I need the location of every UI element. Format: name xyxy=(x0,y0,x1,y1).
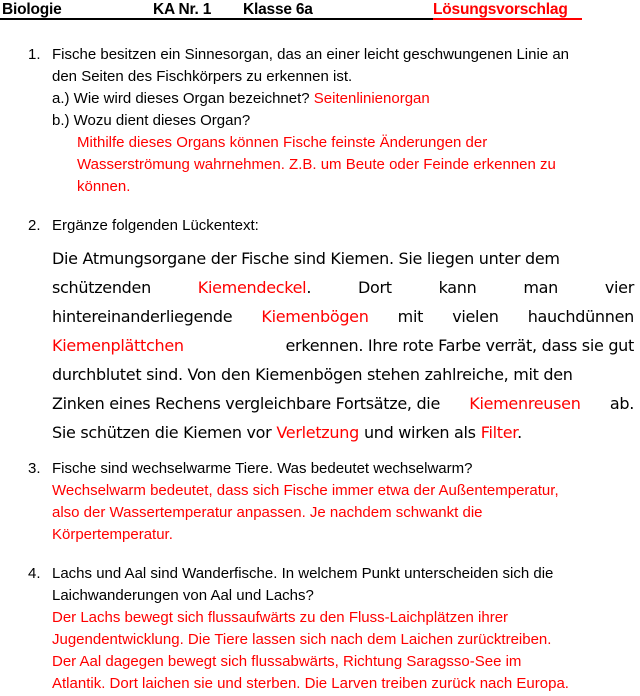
answer-text: Atlantik. Dort laichen sie und sterben. Die Larven treiben zurück nach Europa. xyxy=(52,675,569,692)
worksheet-header xyxy=(0,0,640,22)
cloze-answer: Kiemenplättchen xyxy=(52,336,184,355)
cloze-text-segment: hauchdünnen xyxy=(527,307,634,326)
cloze-line xyxy=(52,331,634,360)
cloze-text-segment: mit xyxy=(397,307,424,326)
cloze-line xyxy=(52,389,634,418)
cloze-answer: Filter xyxy=(480,423,518,442)
header-underline xyxy=(0,18,433,20)
cloze-text-segment: Die Atmungsorgane der Fische sind Kiemen. Sie liegen unter dem xyxy=(52,249,560,268)
cloze-line xyxy=(52,302,634,331)
answer-text: Wasserströmung wahrnehmen. Z.B. um Beute oder Feinde erkennen zu xyxy=(77,156,556,173)
question-number: 2. xyxy=(28,217,41,234)
subquestion-a xyxy=(52,88,632,110)
cloze-text-segment: man xyxy=(523,278,558,297)
question-text: Fische besitzen ein Sinnesorgan, das an einer leicht geschwungenen Linie an xyxy=(52,46,570,63)
cloze-answer: Kiemendeckel xyxy=(197,278,307,297)
cloze-text xyxy=(52,244,634,447)
subquestion-label: a.) Wie wird dieses Organ bezeichnet? xyxy=(52,90,310,107)
cloze-line xyxy=(52,418,634,447)
cloze-text-segment: Zinken eines Rechens vergleichbare Fortsätze, die xyxy=(52,394,440,413)
answer-text: Der Aal dagegen bewegt sich flussabwärts, Richtung Saragsso-See im xyxy=(52,653,522,670)
solution-label: Lösungsvorschlag xyxy=(433,1,568,18)
cloze-text-segment: vier xyxy=(604,278,634,297)
cloze-text-segment: kann xyxy=(438,278,477,297)
answer-text: Wechselwarm bedeutet, dass sich Fische immer etwa der Außentemperatur, xyxy=(52,482,559,499)
answer-text: Jugendentwicklung. Die Tiere lassen sich nach dem Laichen zurücktreiben. xyxy=(52,631,552,648)
subject-label: Biologie xyxy=(2,1,62,18)
answer-text: Seitenlinienorgan xyxy=(313,90,430,107)
cloze-line xyxy=(52,360,634,389)
cloze-text-segment: und wirken als xyxy=(363,423,476,442)
cloze-text-segment: Dort xyxy=(357,278,392,297)
question-text: Ergänze folgenden Lückentext: xyxy=(52,217,259,234)
question-number: 4. xyxy=(28,565,41,582)
question-number: 1. xyxy=(28,46,41,63)
cloze-gap-group xyxy=(481,418,522,447)
exam-label: KA Nr. 1 xyxy=(153,1,212,18)
cloze-text-segment: . xyxy=(306,278,312,297)
cloze-text-segment: durchblutet sind. Von den Kiemenbögen stehen zahlreiche, mit den xyxy=(52,365,573,384)
subquestion-label: b.) Wozu dient dieses Organ? xyxy=(52,112,251,129)
cloze-answer: Kiemenreusen xyxy=(469,394,581,413)
question-text: Fische sind wechselwarme Tiere. Was bedeutet wechselwarm? xyxy=(52,460,473,477)
answer-text: Körpertemperatur. xyxy=(52,526,173,543)
solution-underline xyxy=(433,18,582,20)
question-text: den Seiten des Fischkörpers zu erkennen ist. xyxy=(52,68,353,85)
class-label: Klasse 6a xyxy=(243,1,313,18)
cloze-text-segment: hintereinanderliegende xyxy=(52,307,233,326)
cloze-text-segment: . xyxy=(517,423,522,442)
cloze-text-segment: ab. xyxy=(609,394,634,413)
question-text: Lachs und Aal sind Wanderfische. In welchem Punkt unterscheiden sich die xyxy=(52,565,554,582)
answer-text: Der Lachs bewegt sich flussaufwärts zu den Fluss-Laichplätzen ihrer xyxy=(52,609,509,626)
cloze-gap-group xyxy=(198,273,311,302)
question-text: Laichwanderungen von Aal und Lachs? xyxy=(52,587,314,604)
cloze-text-segment: Sie schützen die Kiemen vor xyxy=(52,423,272,442)
question-number: 3. xyxy=(28,460,41,477)
answer-text: Mithilfe dieses Organs können Fische feinste Änderungen der xyxy=(77,134,488,151)
cloze-answer: Verletzung xyxy=(276,423,359,442)
cloze-answer: Kiemenbögen xyxy=(261,307,369,326)
answer-text: können. xyxy=(77,178,131,195)
cloze-text-segment: erkennen. Ihre rote Farbe verrät, dass sie gut xyxy=(285,336,634,355)
cloze-line xyxy=(52,273,634,302)
cloze-line xyxy=(52,244,634,273)
cloze-text-segment: schützenden xyxy=(52,278,151,297)
cloze-text-segment: vielen xyxy=(452,307,499,326)
answer-text: also der Wassertemperatur anpassen. Je nachdem schwankt die xyxy=(52,504,483,521)
